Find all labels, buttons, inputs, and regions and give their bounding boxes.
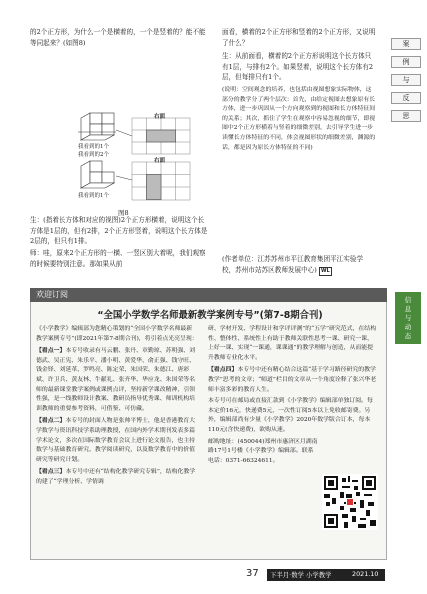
sidebar-tab-1: 案 bbox=[391, 38, 421, 50]
right-paragraph-2: 生：从前面看，横着的2个正方形说明这个长方体只有1层，与排有2个。如果竖着，说明这个长方体有2层，但每排只有1个。 bbox=[222, 52, 374, 82]
box-right-p3: 本专号可在邮局或直接汇款到《小学教学》编辑部单独订阅。每本定价16元，快递费5元，一次性订阅5本以上免收邮寄费。另外，编辑部尚有少量《小学教学》2020年数学版合订本，每本110元(含快递费)，欲购从速。 bbox=[208, 398, 373, 433]
box-right-p1: 研、学材开发、学程设计和学评评测”的“五学”研究范式，在结构性、整体性、系统性上有助于教师关联性思考一课、研究一课、上好一课、实现“一课通，课课通”的教学理解与创造，从而能提升教师专业化水平。 bbox=[208, 326, 377, 361]
left-column bbox=[30, 27, 210, 48]
figure-label-right-bottom: 右面 bbox=[154, 158, 166, 164]
right-paragraph-1: 面看，横着的2个正方形和竖着的2个正方形，又说明了什么？ bbox=[222, 28, 376, 47]
figure-label-1: 我看到的1个 bbox=[78, 144, 109, 150]
author-unit bbox=[222, 254, 372, 276]
box-left-p3-label: 【看点二】 bbox=[36, 417, 66, 425]
figure-8 bbox=[76, 110, 194, 206]
box-left-p3: 本专号的封面人物是张帅平博士，他是香港教育大学数学与资讯科技学系助理教授，在国内外学术期刊发表多篇学术论文，多次在国际数学教育会议上进行论文报告，也主持数学与基础教育研究、教学阅读研究，以及数学教育中的价值研究等研究计划。 bbox=[36, 418, 196, 463]
subscription-right-column bbox=[208, 325, 378, 466]
subscription-left-column bbox=[36, 325, 198, 488]
box-right-p2: 本专号中还有精心结合这篇“基于学习路径研究的教学教学”思考的文章；“师道”栏目的文章从一个角度诠释了张兴华老师丰富多彩的教育人生。 bbox=[208, 367, 377, 393]
sidebar-tab-2: 例 bbox=[391, 56, 421, 68]
sidebar-tab-3: 与 bbox=[391, 74, 421, 86]
page-number: 37 bbox=[246, 568, 259, 579]
box-right-p2-label: 【看点四】 bbox=[208, 366, 238, 374]
issue-date: 2021.10 bbox=[352, 570, 379, 578]
box-left-p4: 本专号中还有“结构化教学研究专辑”，结构化教学的建了“学理分析、学情调 bbox=[36, 469, 196, 485]
left-paragraph-3: 师：哇，原来2个正方形的一横、一竖区别大着呢，我们观察的时候要特别注意。那如果从前 bbox=[30, 249, 206, 268]
section-tab-char-3: 与 bbox=[404, 314, 412, 322]
subscription-header-bar bbox=[30, 288, 387, 302]
left-paragraph-2: 生：(指着长方体和对应的视图)2个正方形横着，说明这个长方体是1层的，但有2排，2个正方形竖着，说明这个长方体是2层的，但只有1排。 bbox=[30, 216, 208, 246]
subscription-header: 欢迎订阅 bbox=[36, 290, 68, 299]
section-tab-char-4: 动 bbox=[404, 323, 412, 331]
section-tab-char-5: 态 bbox=[404, 332, 412, 340]
journal-name: 下半月·数学 小学教学 bbox=[270, 571, 332, 579]
figure-label-right-top: 右面 bbox=[154, 114, 166, 120]
editor-mark: WL bbox=[321, 267, 330, 274]
section-tab-char-1: 信 bbox=[404, 296, 412, 304]
right-note: (说明：空间观念的培养，也包括由视图想象实际物体，这部分的教学分了两个层次：首先，由给定视图去想象原有长方体，进一步巩固从一个方向观察到的视图和长方体特征间的关系；其次，抓住了学生在观察中容易忽视的细节，即视图中2个正方形横着与竖着的细微差别，去引导学生进一步读懂长方体特征的不同，体会视图形状的细微差别，渊源的话，都是因为原长方体特征的不同) bbox=[222, 86, 376, 151]
qr-code-icon bbox=[322, 474, 378, 530]
author-text: (作者单位：江苏苏州市平江教育集团平江实验学校，苏州市站苏区教师发展中心) bbox=[222, 255, 364, 274]
figure-label-2: 我看到的2个 bbox=[78, 152, 109, 158]
section-tab-info bbox=[395, 292, 421, 344]
box-left-p2-label: 【看点一】 bbox=[36, 347, 66, 355]
box-left-p4-label: 【看点三】 bbox=[36, 468, 66, 476]
right-column bbox=[222, 27, 377, 153]
section-tab-char-2: 息 bbox=[404, 305, 412, 313]
sidebar-tab-5: 思 bbox=[391, 110, 421, 122]
box-right-p4: 邮购地址：(450044)郑州市惠济区月湖南路17号1号楼《小学教学》编辑部。联系电话：0371-66324611。 bbox=[208, 438, 318, 464]
figure-caption: 图8 bbox=[118, 209, 129, 217]
box-left-p1: 《小学教学》编辑部为您精心策划的“全国小学数学名师最新教学案例专号”(即2021年第7-8期合刊)，将引着点光亮呈现： bbox=[36, 326, 198, 342]
left-paragraph-1: 的2个正方形，为什么一个是横着的，一个是竖着的？能不能等同起来？(如图8) bbox=[30, 28, 206, 47]
subscription-title: “全国小学数学名师最新教学案例专号”(第7-8期合刊) bbox=[97, 310, 323, 321]
box-left-p2: 本专号收录有马云鹏、张丹、章勤琼、苏明强、刘德武、吴正宪、朱乐平、潘小明、黄爱华、俞正强、钱守旺、钱金铎、刘延革、罗鸣亮、陈定荣、朱国荣、朱德江、唐彩斌、许卫兵、黄友林、牛献礼、张齐华、华应龙、朱国荣等名师的最新课堂教学案例或课例点评，坚持新学课改精神，引领性强，是一线教师设计教案、教研员指导优秀课、师训机构培训教师的重要参考资料，可借鉴、可仿藏。 bbox=[36, 348, 196, 412]
figure-label-3: 我看到的1个 bbox=[78, 193, 109, 199]
sidebar-tab-4: 反 bbox=[391, 92, 421, 104]
